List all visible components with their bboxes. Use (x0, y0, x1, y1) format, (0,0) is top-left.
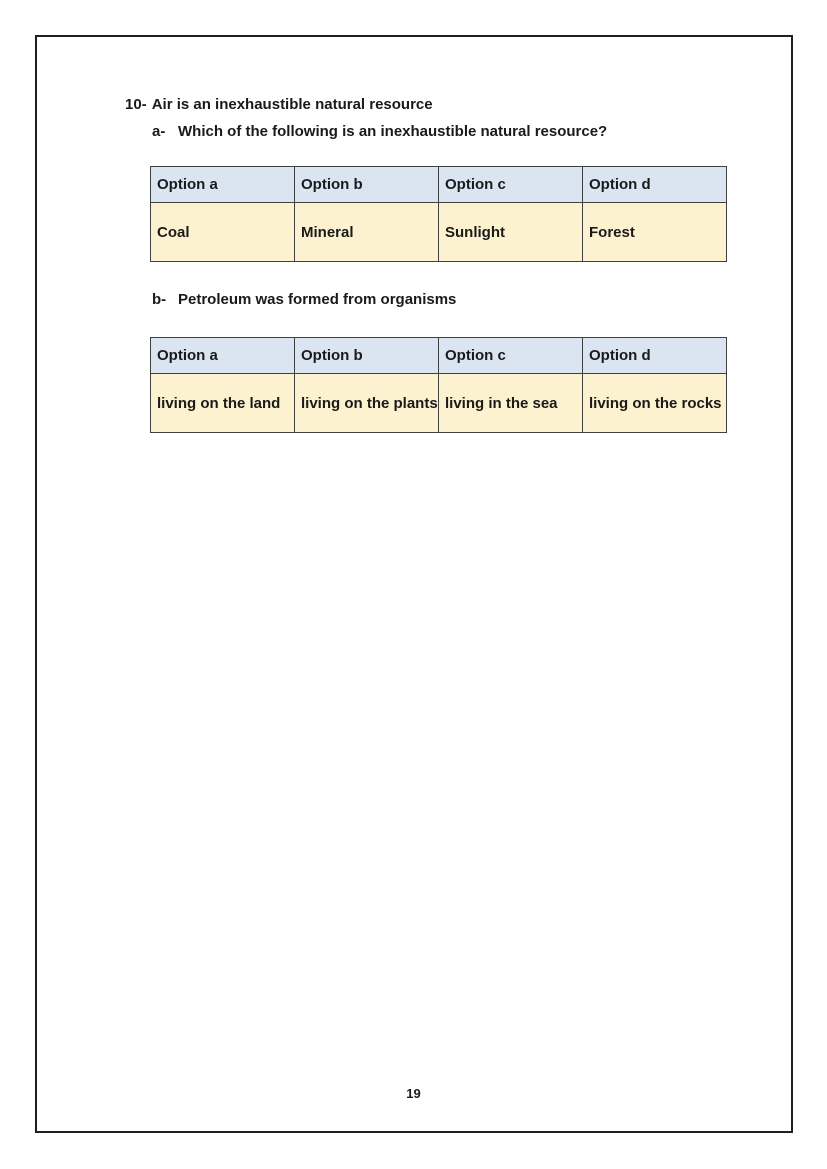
table-a-value-option-d: Forest (583, 203, 727, 262)
question-text: Air is an inexhaustible natural resource (151, 96, 433, 113)
table-a-header-option-a: Option a (151, 167, 295, 203)
part-a-label: a- (152, 123, 166, 140)
table-b-value-option-c: living in the sea (439, 374, 583, 433)
table-b-header-row (151, 338, 727, 374)
question-part-a-line (152, 123, 607, 140)
table-a-header-row (151, 167, 727, 203)
table-b-header-option-c: Option c (439, 338, 583, 374)
part-b-text: Petroleum was formed from organisms (178, 291, 457, 308)
options-table-a (150, 166, 727, 262)
table-a-header-option-b: Option b (295, 167, 439, 203)
table-a-value-option-a: Coal (151, 203, 295, 262)
table-a-value-option-c: Sunlight (439, 203, 583, 262)
part-b-label: b- (152, 291, 167, 308)
table-b-value-option-b: living on the plants (295, 374, 439, 433)
table-b-value-option-a: living on the land (151, 374, 295, 433)
table-b-header-option-b: Option b (295, 338, 439, 374)
table-b-value-option-d: living on the rocks (583, 374, 727, 433)
table-b-value-row (151, 374, 727, 433)
table-b-header-option-d: Option d (583, 338, 727, 374)
part-a-text: Which of the following is an inexhaustible natural resource? (178, 123, 608, 140)
options-table-b (150, 337, 727, 433)
table-b-header-option-a: Option a (151, 338, 295, 374)
question-number: 10- (125, 96, 147, 113)
table-a-header-option-c: Option c (439, 167, 583, 203)
page-number: 19 (406, 1086, 421, 1101)
table-a-value-row (151, 203, 727, 262)
question-10-line (125, 96, 433, 113)
question-part-b-line (152, 291, 456, 308)
table-a-value-option-b: Mineral (295, 203, 439, 262)
table-a-header-option-d: Option d (583, 167, 727, 203)
